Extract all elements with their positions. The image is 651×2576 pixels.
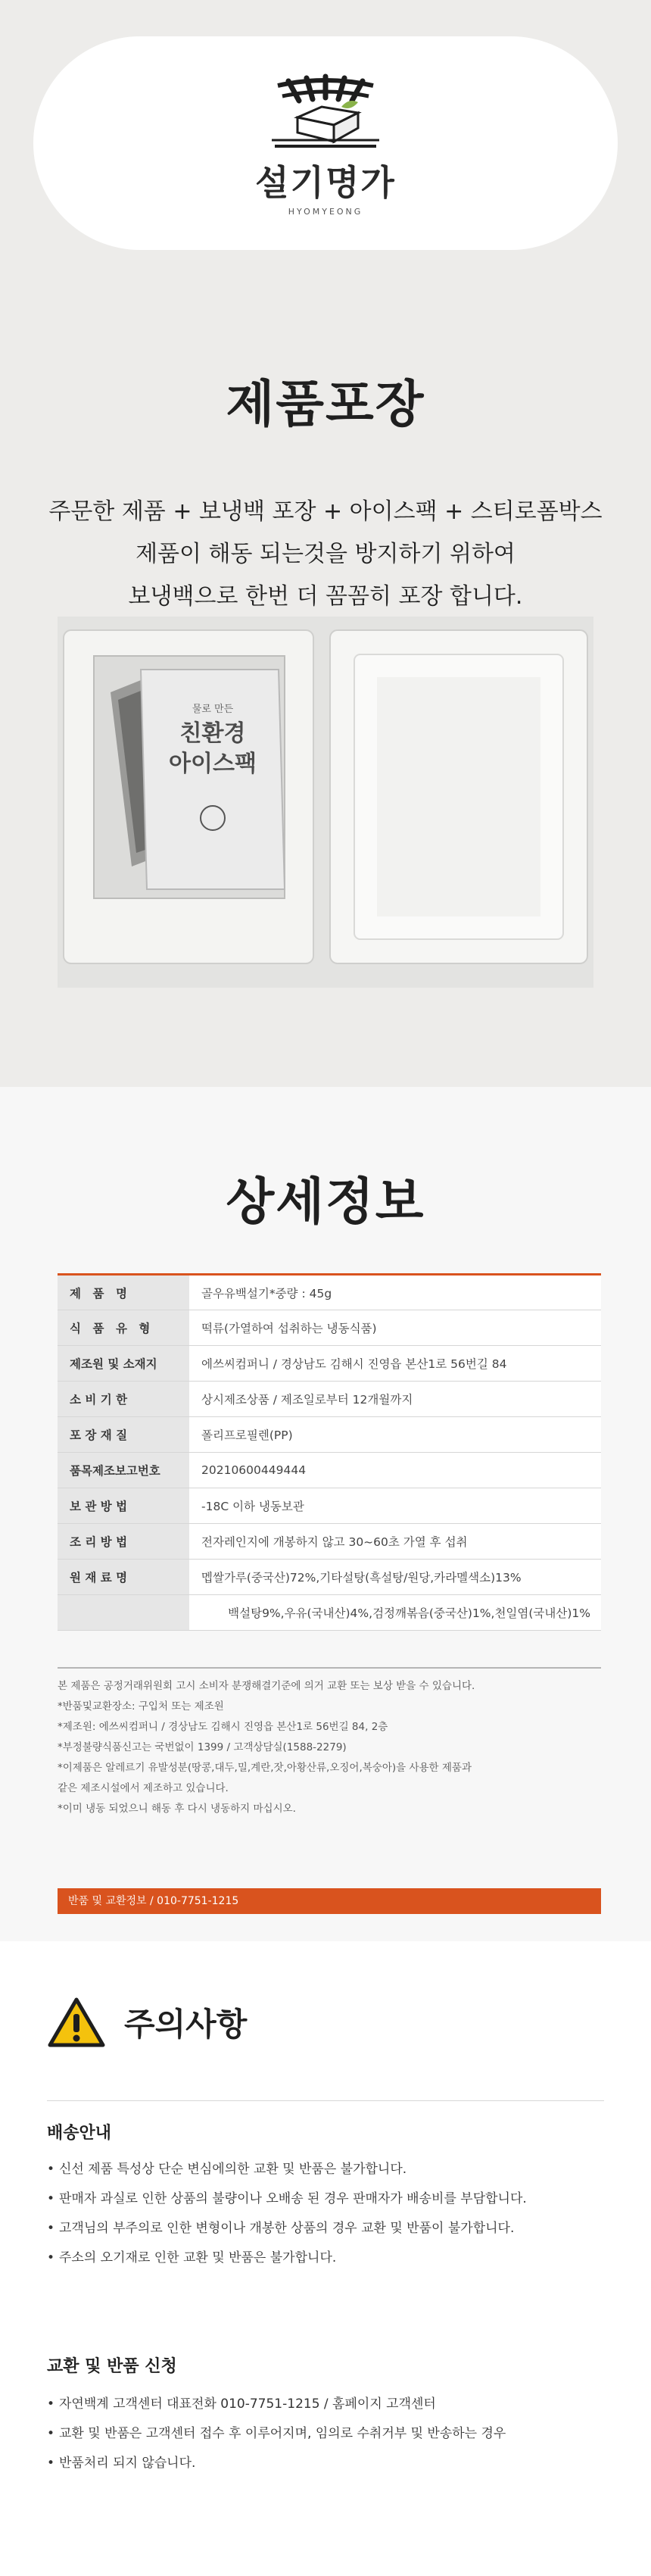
brand-name-english: HYOMYEONG <box>288 206 363 217</box>
notice-line: *이미 냉동 되었으니 해동 후 다시 냉동하지 마십시오. <box>58 1803 296 1815</box>
list-item: • 자연백계 고객센터 대표전화 010-7751-1215 / 홈페이지 고객센터 <box>47 2390 607 2419</box>
table-row <box>58 1453 601 1488</box>
caution-title: 주의사항 <box>124 2006 248 2043</box>
detail-title: 상세정보 <box>226 1172 425 1231</box>
notice-line: *이제품은 알레르기 유발성분(땅콩,대두,밀,계란,잣,아황산류,오징어,복숭아)을 사용한 제품과 <box>58 1762 472 1774</box>
shipping-list <box>47 2155 607 2273</box>
notice-line: 같은 제조시설에서 제조하고 있습니다. <box>58 1782 229 1794</box>
spec-table <box>58 1273 601 1631</box>
table-row <box>58 1346 601 1382</box>
list-item: • 교환 및 반품은 고객센터 접수 후 이루어지며, 임의로 수취거부 및 반송하는 경우 <box>47 2419 607 2449</box>
table-row <box>58 1560 601 1595</box>
icepack-line2: 아이스팩 <box>169 751 257 777</box>
tteok-house-logo-icon <box>269 70 382 154</box>
list-item: • 주소의 오기재로 인한 교환 및 반품은 불가합니다. <box>47 2243 607 2273</box>
caution-header <box>47 1996 247 2049</box>
spec-value: 백설탕9%,우유(국내산)4%,검정깨볶음(중국산)1%,천일염(국내산)1% <box>189 1595 601 1631</box>
packaging-line: 주문한 제품 + 보냉백 포장 + 아이스팩 + 스티로폼박스 <box>48 498 603 525</box>
spec-key: 포 장 재 질 <box>58 1417 189 1453</box>
spec-key: 원 재 료 명 <box>58 1560 189 1595</box>
list-item: • 반품처리 되지 않습니다. <box>47 2449 607 2478</box>
spec-key <box>58 1595 189 1631</box>
brand-logo-card <box>33 36 618 250</box>
spec-value: 멥쌀가루(중국산)72%,기타설탕(흑설탕/원당,카라멜색소)13% <box>189 1560 601 1595</box>
table-row <box>58 1310 601 1346</box>
return-contact-bar: 반품 및 교환정보 / 010-7751-1215 <box>58 1888 601 1914</box>
table-row <box>58 1382 601 1417</box>
spec-key: 품목제조보고번호 <box>58 1453 189 1488</box>
list-item: • 신선 제품 특성상 단순 변심에의한 교환 및 반품은 불가합니다. <box>47 2155 607 2184</box>
spec-key: 식 품 유 형 <box>58 1310 189 1346</box>
shipping-heading: 배송안내 <box>47 2124 112 2143</box>
notice-line: 본 제품은 공정거래위원회 고시 소비자 분쟁해결기준에 의거 교환 또는 보상 받을 수 있습니다. <box>58 1680 475 1692</box>
spec-value: 폴리프로필렌(PP) <box>189 1417 601 1453</box>
detail-info-section <box>0 1087 651 1941</box>
return-list <box>47 2390 607 2478</box>
notice-line: *제조원: 에쓰씨컴퍼니 / 경상남도 김해시 진영읍 본산1로 56번길 84, 2층 <box>58 1721 388 1733</box>
spec-key: 제조원 및 소재지 <box>58 1346 189 1382</box>
spec-value: 에쓰씨컴퍼니 / 경상남도 김해시 진영읍 본산1로 56번길 84 <box>189 1346 601 1382</box>
table-row <box>58 1488 601 1524</box>
spec-key: 보 관 방 법 <box>58 1488 189 1524</box>
spec-key: 소 비 기 한 <box>58 1382 189 1417</box>
divider <box>47 2100 604 2101</box>
spec-key: 조 리 방 법 <box>58 1524 189 1560</box>
packaging-line: 제품이 해동 되는것을 방지하기 위하여 <box>135 541 516 567</box>
styrofoam-box-photo <box>58 617 593 988</box>
icepack-line1: 친환경 <box>179 720 246 747</box>
table-row <box>58 1595 601 1631</box>
spec-key: 제 품 명 <box>58 1275 189 1310</box>
packaging-line: 보냉백으로 한번 더 꼼꼼히 포장 합니다. <box>128 583 523 610</box>
table-row <box>58 1417 601 1453</box>
table-row <box>58 1275 601 1310</box>
table-row <box>58 1524 601 1560</box>
packaging-section <box>0 0 651 1087</box>
return-heading: 교환 및 반품 신청 <box>47 2357 177 2376</box>
notice-line: *부정불량식품신고는 국번없이 1399 / 고객상담실(1588-2279) <box>58 1741 347 1753</box>
spec-value: 상시제조상품 / 제조일로부터 12개월까지 <box>189 1382 601 1417</box>
spec-value: 떡류(가열하여 섭취하는 냉동식품) <box>189 1310 601 1346</box>
list-item: • 판매자 과실로 인한 상품의 불량이나 오배송 된 경우 판매자가 배송비를 부담합니다. <box>47 2184 607 2214</box>
spec-value: -18C 이하 냉동보관 <box>189 1488 601 1524</box>
icepack-small-text: 물로 만든 <box>192 704 234 715</box>
list-item: • 고객님의 부주의로 인한 변형이나 개봉한 상품의 경우 교환 및 반품이 불가합니다. <box>47 2214 607 2243</box>
spec-value: 골우유백설기*중량 : 45g <box>189 1275 601 1310</box>
spec-value: 20210600449444 <box>189 1453 601 1488</box>
brand-name-korean: 설기명가 <box>255 161 396 203</box>
packaging-title: 제품포장 <box>226 375 425 433</box>
warning-icon <box>47 1996 106 2049</box>
caution-section <box>0 1941 651 2576</box>
spec-value: 전자레인지에 개봉하지 않고 30~60초 가열 후 섭취 <box>189 1524 601 1560</box>
notice-block <box>58 1667 601 1819</box>
notice-line: *반품및교환장소: 구입처 또는 제조원 <box>58 1700 224 1713</box>
packaging-description <box>0 491 651 618</box>
